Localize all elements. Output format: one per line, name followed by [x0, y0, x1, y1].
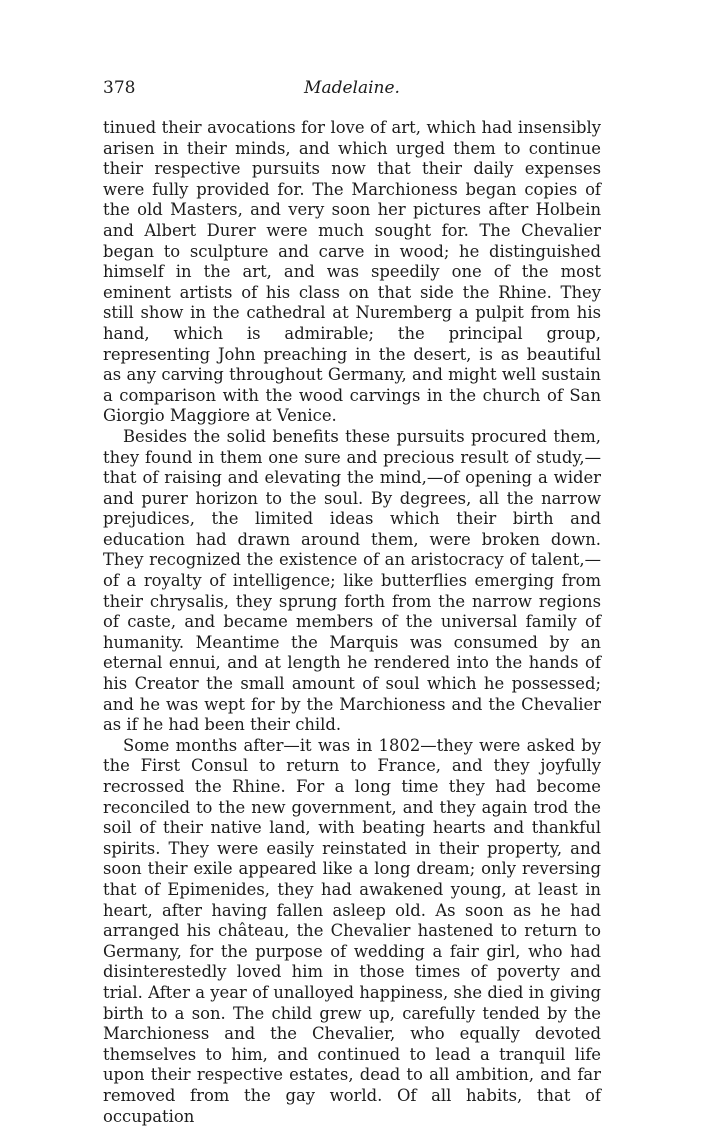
paragraph-continued: tinued their avocations for love of art, which had insensibly arisen in their minds, and which urged them to continue their respective pursuits now that their daily expenses were fully provided for. The Marchioness began copies of the old Masters, and very soon her pictures after Holbein and Albert Durer were much sought for. The Chevalier began to sculpture and carve in wood; he distinguished himself in the art, and was speedily one of the most eminent artists of his class on that side the Rhine. They still show in the cathedral at Nuremberg a pulpit from his hand, which is admirable; the principal group, representing John preaching in the desert, is as beautiful as any carving throughout Germany, and might well sustain a comparison with the wood carvings in the church of San Giorgio Maggiore at Venice.	[103, 118, 601, 426]
paragraph: Some months after—it was in 1802—they were asked by the First Consul to return to France, and they joyfully recrossed the Rhine. For a long time they had become reconciled to the new government, and they again trod the soil of their native land, with beating hearts and thankful spirits. They were easily reinstated in their property, and soon their exile appeared like a long dream; only reversing that of Epimenides, they had awakened young, at least in heart, after having fallen asleep old. As soon as he had arranged his château, the Chevalier hastened to return to Germany, for the purpose of wedding a fair girl, who had disinterestedly loved him in those times of poverty and trial. After a year of unalloyed happiness, she died in giving birth to a son. The child grew up, carefully tended by the Marchioness and the Chevalier, who equally devoted themselves to him, and continued to lead a tranquil life upon their respective estates, dead to all ambition, and far removed from the gay world. Of all habits, that of occupation	[103, 735, 601, 1126]
paragraph: Besides the solid benefits these pursuits procured them, they found in them one sure and precious result of study,—that of raising and elevating the mind,—of opening a wider and purer horizon to the soul. By degrees, all the narrow prejudices, the limited ideas which their birth and education had drawn around them, were broken down. They recognized the existence of an aristocracy of talent,—of a royalty of intelligence; like butterflies emerging from their chrysalis, they sprung forth from the narrow regions of caste, and became members of the universal family of humanity. Meantime the Marquis was consumed by an eternal ennui, and at length he rendered into the hands of his Creator the small amount of soul which he possessed; and he was wept for by the Marchioness and the Chevalier as if he had been their child.	[103, 426, 601, 735]
page-header	[103, 78, 601, 104]
page-number: 378	[103, 78, 136, 98]
body-text	[103, 118, 601, 1127]
running-title: Madelaine.	[304, 78, 400, 98]
